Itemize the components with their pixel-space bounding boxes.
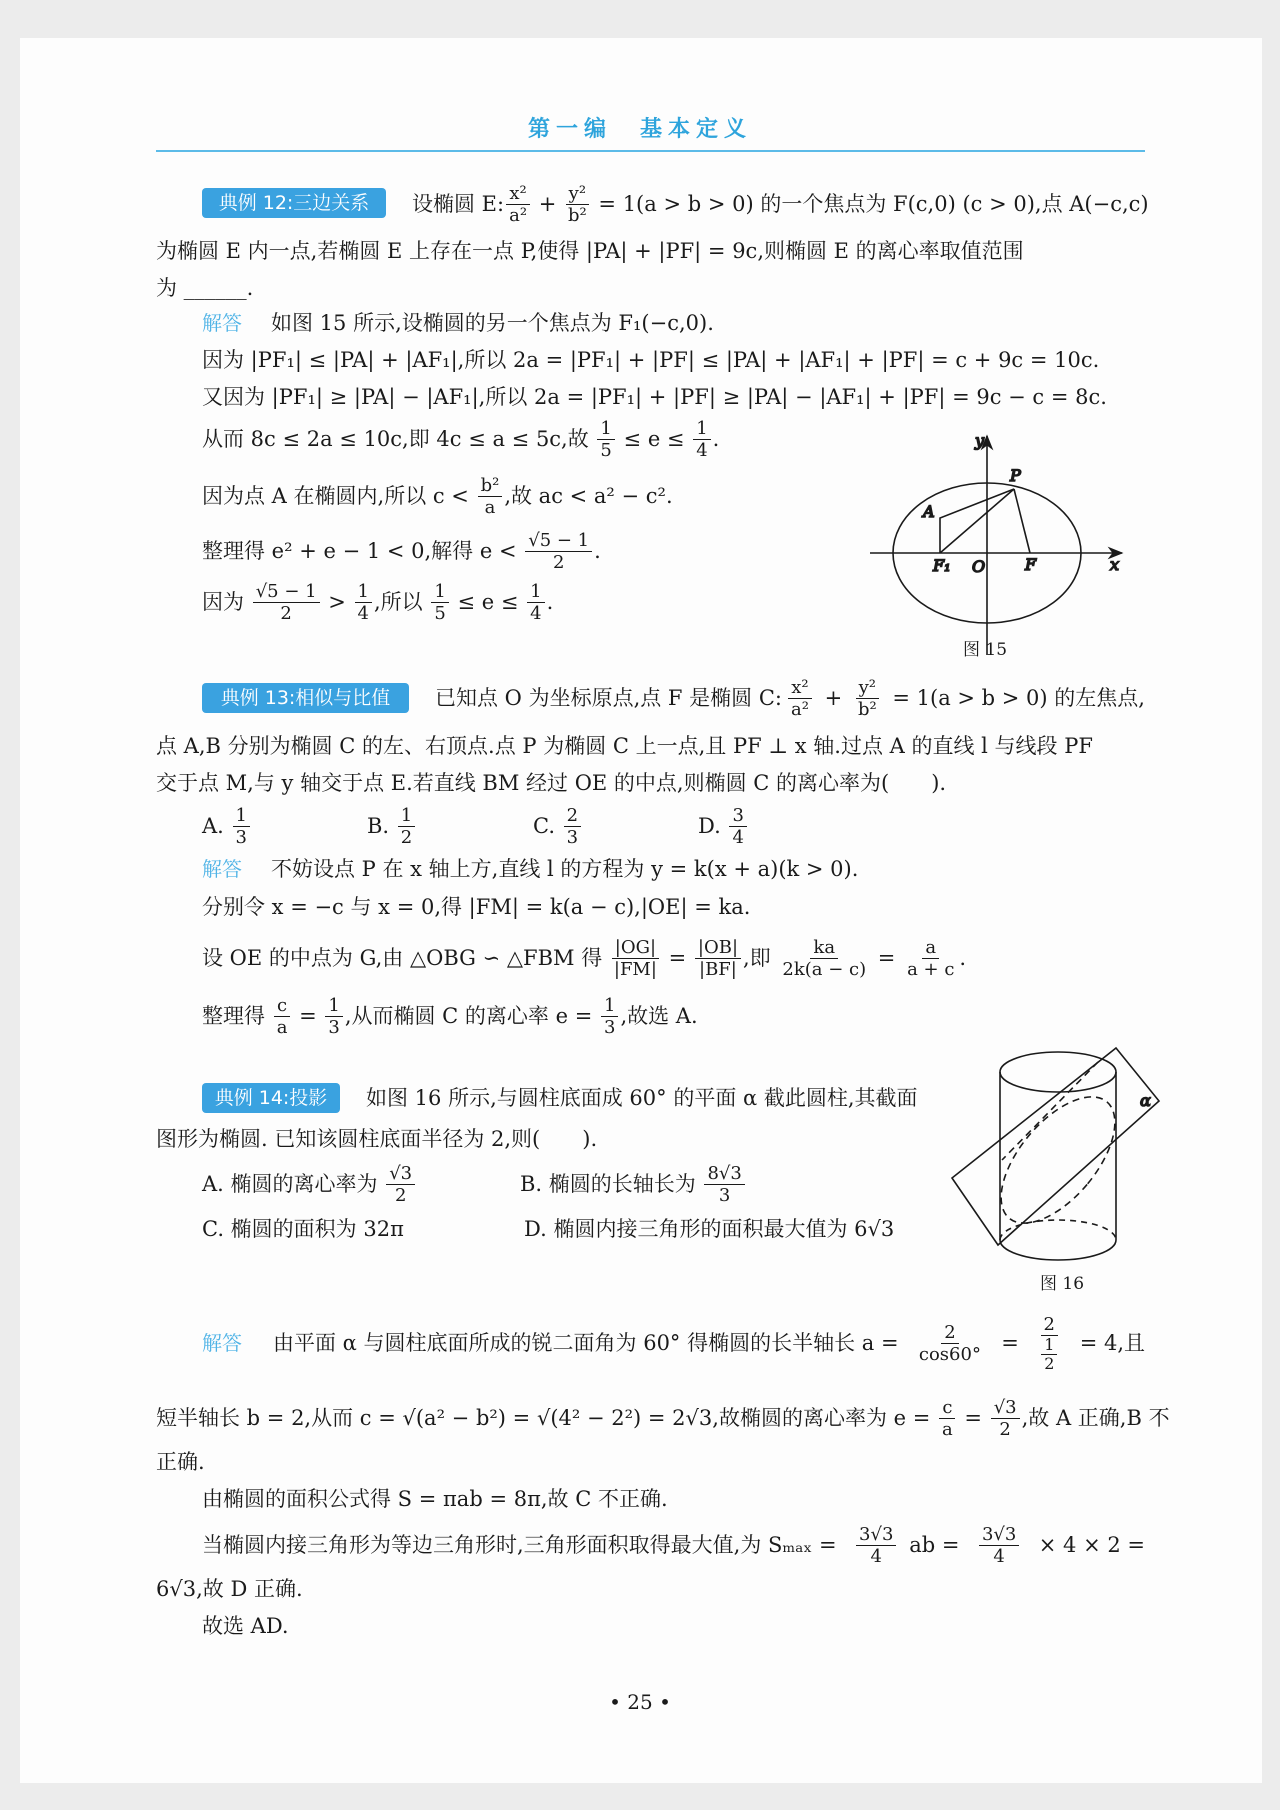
figure-15-caption: 图 15 xyxy=(963,640,1008,660)
text-run: . xyxy=(594,539,601,563)
numerator: 1 xyxy=(693,418,710,440)
denominator: b² xyxy=(568,204,587,226)
denominator: 4 xyxy=(993,1545,1005,1567)
denominator: 5 xyxy=(600,439,612,461)
denominator: 3 xyxy=(603,1016,616,1038)
label-x: x xyxy=(1110,555,1120,574)
text-run: 又因为 |PF₁| ≥ |PA| − |AF₁|,所以 2a = |PF₁| + |PF| ≥ |PA| − |AF₁| + |PF| = 9c − c = 8c. xyxy=(202,385,1107,409)
text-run: 为椭圆 E 内一点,若椭圆 E 上存在一点 P,使得 |PA| + |PF| = 9c,则椭圆 E 的离心率取值范围 xyxy=(156,239,1024,263)
text-run: 点 A,B 分别为椭圆 C 的左、右顶点.点 P 为椭圆 C 上一点,且 PF ⊥ x 轴.过点 A 的直线 l 与线段 PF xyxy=(156,734,1093,758)
text-run: 因为点 A 在椭圆内,所以 c < xyxy=(202,484,476,508)
numerator: c xyxy=(274,995,290,1017)
text-run: = xyxy=(957,1406,989,1430)
text-run: D. 椭圆内接三角形的面积最大值为 6√3 xyxy=(524,1217,895,1241)
text-run: ,从而椭圆 C 的离心率 e = xyxy=(344,1004,599,1028)
text-run: . xyxy=(712,427,720,451)
label-o: O xyxy=(972,557,986,576)
numerator: 1 xyxy=(325,995,342,1017)
denominator: 2 xyxy=(280,602,292,624)
text-run: 因为 xyxy=(202,590,251,614)
text-run: ,故选 A. xyxy=(620,1004,698,1028)
numerator: 2 xyxy=(1041,1314,1058,1336)
numerator: ka xyxy=(810,937,838,959)
numerator: 8√3 xyxy=(704,1163,744,1185)
figure-16-cylinder-diagram xyxy=(952,1048,1159,1260)
text-run: ,即 xyxy=(743,946,778,970)
text-run: C. 椭圆的面积为 32π xyxy=(202,1217,404,1241)
numerator: |OG| xyxy=(612,937,659,959)
text-run: 整理得 e² + e − 1 < 0,解得 e < xyxy=(202,539,524,563)
numerator: |OB| xyxy=(695,937,741,959)
denominator: cos60° xyxy=(918,1343,981,1365)
text-run: + xyxy=(532,192,563,216)
text-run: 正确. xyxy=(156,1450,205,1474)
text-run: ,所以 xyxy=(374,590,430,614)
denominator: 4 xyxy=(530,602,542,624)
text-run: 由平面 α 与圆柱底面所成的锐二面角为 60° 得椭圆的长半轴长 a = xyxy=(273,1331,906,1355)
text-run: A. 椭圆的离心率为 xyxy=(202,1172,385,1196)
numerator: y² xyxy=(566,183,589,205)
text-run: 由椭圆的面积公式得 S = πab = 8π,故 C 不正确. xyxy=(202,1487,668,1511)
text-run: 短半轴长 b = 2,从而 c = √(a² − b²) = √(4² − 2²) = 2√3,故椭圆的离心率为 e = xyxy=(156,1406,937,1430)
text-run: + xyxy=(817,686,849,710)
numerator: 3√3 xyxy=(979,1524,1019,1546)
numerator: 3√3 xyxy=(856,1524,896,1546)
denominator: 3 xyxy=(235,826,247,848)
plane-alpha xyxy=(952,1048,1159,1245)
text-run: = 1(a > b > 0) 的左焦点, xyxy=(885,686,1145,710)
text-run: ab = xyxy=(909,1533,967,1557)
text-run: > xyxy=(321,590,353,614)
text-run: = 1(a > b > 0) 的一个焦点为 F(c,0) (c > 0),点 A(−c,c) xyxy=(591,192,1149,216)
denominator: |FM| xyxy=(613,958,657,980)
text-run: 如图 16 所示,与圆柱底面成 60° 的平面 α 截此圆柱,其截面 xyxy=(366,1086,918,1110)
text-run: 当椭圆内接三角形为等边三角形时,三角形面积取得最大值,为 Sₘₐₓ = xyxy=(202,1533,844,1557)
running-header: 第一编 基本定义 xyxy=(527,116,752,142)
label-f: F xyxy=(1025,555,1037,574)
text-run: . xyxy=(546,590,554,614)
label-a: A xyxy=(923,502,935,521)
denominator: 3 xyxy=(718,1184,731,1206)
example-14-tag: 典例 14:投影 xyxy=(202,1083,340,1113)
label-p: P xyxy=(1010,466,1021,485)
text-run: × 4 × 2 = xyxy=(1032,1533,1145,1557)
denominator: 2 xyxy=(400,826,413,848)
numerator: b² xyxy=(478,475,503,497)
text-run: A. xyxy=(202,814,231,838)
numerator: 1 xyxy=(1041,1336,1057,1355)
numerator: 1 xyxy=(398,805,415,827)
numerator: y² xyxy=(856,677,879,699)
denominator: 2 xyxy=(394,1184,407,1206)
numerator: 1 xyxy=(597,418,614,440)
text-run: B. 椭圆的长轴长为 xyxy=(520,1172,703,1196)
numerator: x² xyxy=(506,183,529,205)
numerator: 1 xyxy=(601,995,618,1017)
numerator: 3 xyxy=(729,805,746,827)
denominator: a + c xyxy=(907,958,955,980)
text-run: = xyxy=(292,1004,324,1028)
text-run: = xyxy=(661,946,693,970)
denominator: 4 xyxy=(870,1545,882,1567)
denominator: |BF| xyxy=(699,958,737,980)
numerator: √3 xyxy=(991,1397,1020,1419)
numerator: 1 xyxy=(431,581,448,603)
denominator: 2k(a − c) xyxy=(782,958,867,980)
numerator: a xyxy=(922,937,939,959)
text-run: 整理得 xyxy=(202,1004,272,1028)
text-run: 设 OE 的中点为 G,由 △OBG ∽ △FBM 得 xyxy=(202,946,609,970)
denominator: 3 xyxy=(328,1016,340,1038)
text-run: 已知点 O 为坐标原点,点 F 是椭圆 C: xyxy=(435,686,782,710)
numerator: 2 xyxy=(564,805,581,827)
text-run: 图形为椭圆. 已知该圆柱底面半径为 2,则( ). xyxy=(156,1127,598,1151)
numerator: 2 xyxy=(941,1322,958,1344)
numerator: √5 − 1 xyxy=(253,581,320,603)
denominator: 4 xyxy=(696,439,708,461)
label-alpha: α xyxy=(1140,1091,1151,1110)
text-run: ≤ e ≤ xyxy=(450,590,526,614)
numerator: √5 − 1 xyxy=(525,530,592,552)
cylinder-bottom-front xyxy=(1000,1240,1116,1260)
text-run: 从而 8c ≤ 2a ≤ 10c,即 4c ≤ a ≤ 5c,故 xyxy=(202,427,596,451)
numerator: 1 xyxy=(355,581,372,603)
denominator: a² xyxy=(791,698,809,720)
solution-label: 解答 xyxy=(202,311,242,335)
numerator: 1 xyxy=(527,581,544,603)
example-12-tag: 典例 12:三边关系 xyxy=(202,188,386,218)
segment-f1-a-p xyxy=(940,489,1014,553)
segment-p-f xyxy=(1014,489,1030,553)
denominator: 4 xyxy=(357,602,369,624)
text-run: B. xyxy=(367,814,396,838)
text-run: ,故 A 正确,B 不 xyxy=(1021,1406,1170,1430)
numerator: √3 xyxy=(386,1163,415,1185)
text-run: C. xyxy=(533,814,562,838)
denominator: a² xyxy=(509,204,528,226)
text-run: 设椭圆 E: xyxy=(412,192,505,216)
page-number: • 25 • xyxy=(609,1690,671,1714)
solution-label: 解答 xyxy=(202,1331,242,1355)
denominator: 2 xyxy=(1044,1353,1055,1373)
solution-label: 解答 xyxy=(202,857,242,881)
denominator: 2 xyxy=(552,551,565,573)
text-run: = xyxy=(871,946,903,970)
denominator: 5 xyxy=(434,602,446,624)
text-run: 因为 |PF₁| ≤ |PA| + |AF₁|,所以 2a = |PF₁| + |PF| ≤ |PA| + |AF₁| + |PF| = c + 9c = 10c. xyxy=(202,348,1100,372)
text-run: 为 ______. xyxy=(156,276,254,300)
text-run: . xyxy=(959,946,967,970)
example-13-tag: 典例 13:相似与比值 xyxy=(202,683,409,713)
text-run: D. xyxy=(698,814,728,838)
text-run: = xyxy=(994,1331,1026,1355)
denominator: a xyxy=(484,496,496,518)
denominator: b² xyxy=(857,698,877,720)
text-run: ≤ e ≤ xyxy=(616,427,692,451)
text-run: 不妨设点 P 在 x 轴上方,直线 l 的方程为 y = k(x + a)(k > 0). xyxy=(271,857,859,881)
denominator: 4 xyxy=(732,826,744,848)
text-run: 故选 AD. xyxy=(202,1614,289,1638)
text-run: 如图 15 所示,设椭圆的另一个焦点为 F₁(−c,0). xyxy=(271,311,714,335)
text-run: ,故 ac < a² − c². xyxy=(504,484,673,508)
text-run: 6√3,故 D 正确. xyxy=(156,1577,303,1601)
text-run: 分别令 x = −c 与 x = 0,得 |FM| = k(a − c),|OE| = ka. xyxy=(202,895,751,919)
denominator: a xyxy=(276,1016,288,1038)
figure-15-ellipse-diagram xyxy=(870,431,1122,655)
denominator: 2 xyxy=(999,1418,1011,1440)
text-run: = 4,且 xyxy=(1073,1331,1145,1355)
label-y: y xyxy=(975,431,985,450)
text-run: 交于点 M,与 y 轴交于点 E.若直线 BM 经过 OE 的中点,则椭圆 C 的离心率为( ). xyxy=(156,771,947,795)
denominator: 3 xyxy=(566,826,579,848)
figure-16-caption: 图 16 xyxy=(1040,1274,1085,1294)
numerator: 1 xyxy=(233,805,250,827)
numerator: c xyxy=(939,1397,955,1419)
numerator: x² xyxy=(788,677,811,699)
label-f1: F₁ xyxy=(933,556,951,575)
denominator: a xyxy=(942,1418,953,1440)
